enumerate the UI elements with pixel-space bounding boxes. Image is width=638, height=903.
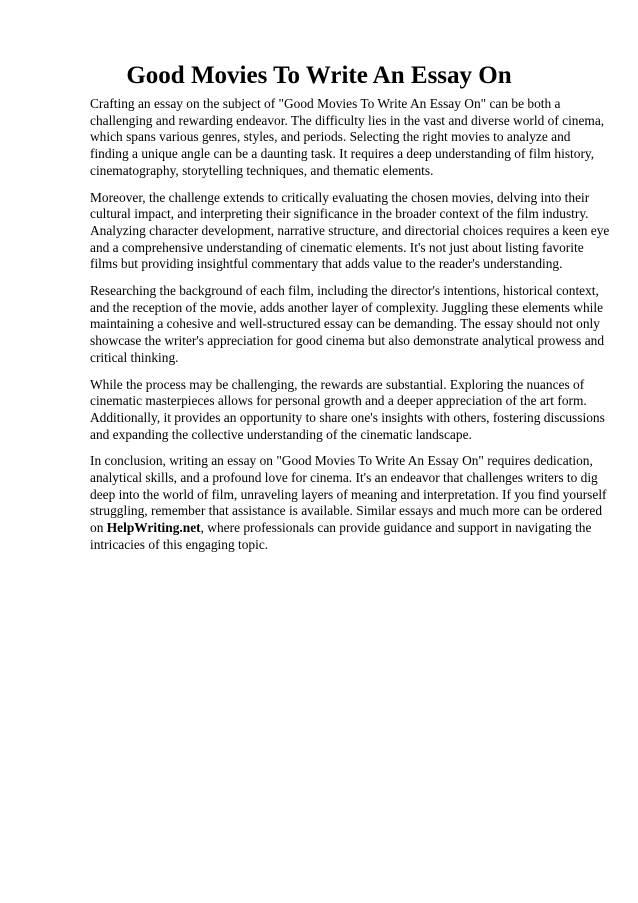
paragraph-2: Moreover, the challenge extends to critically evaluating the chosen movies, delving into their cultural impact, and interpreting their significance in the broader context of the film industry. Analyzing character development, narrative structure, and directorial choices requires a keen eye and a comprehensive understanding of cinematic elements. It's not just about listing favorite films but providing insightful commentary that adds value to the reader's understanding. xyxy=(90,189,610,272)
conclusion-text-after-link: , where professionals can provide guidance and support in navigating the intricacies of this engaging topic. xyxy=(90,520,592,552)
document-title: Good Movies To Write An Essay On xyxy=(126,62,512,89)
helpwriting-link[interactable]: HelpWriting.net xyxy=(106,520,201,536)
paragraph-3: Researching the background of each film, including the director's intentions, historical context, and the reception of the movie, adds another layer of complexity. Juggling these elements while maintaining a cohesive and well-structured essay can be demanding. The essay should not only showcase the writer's appreciation for good cinema but also demonstrate analytical prowess and critical thinking. xyxy=(90,283,605,365)
paragraph-conclusion xyxy=(90,453,610,553)
paragraph-4: While the process may be challenging, the rewards are substantial. Exploring the nuances of cinematic masterpieces allows for personal growth and a deeper appreciation of the art form. Additionally, it provides an opportunity to share one's insights with others, fostering discussions and expanding the collective understanding of the cinematic landscape. xyxy=(90,376,605,442)
document-body xyxy=(90,96,610,564)
conclusion-text-before-link: In conclusion, writing an essay on "Good Movies To Write An Essay On" requires dedication, analytical skills, and a profound love for cinema. It's an endeavor that challenges writers to dig deep into the world of film, unraveling layers of meaning and interpretation. If you find yourself struggling, remember that assistance is available. Similar essays and much more can be ordered on xyxy=(90,453,607,536)
paragraph-1: Crafting an essay on the subject of "Good Movies To Write An Essay On" can be both a challenging and rewarding endeavor. The difficulty lies in the vast and diverse world of cinema, which spans various genres, styles, and periods. Selecting the right movies to analyze and finding a unique angle can be a daunting task. It requires a deep understanding of film history, cinematography, storytelling techniques, and thematic elements. xyxy=(90,96,605,178)
